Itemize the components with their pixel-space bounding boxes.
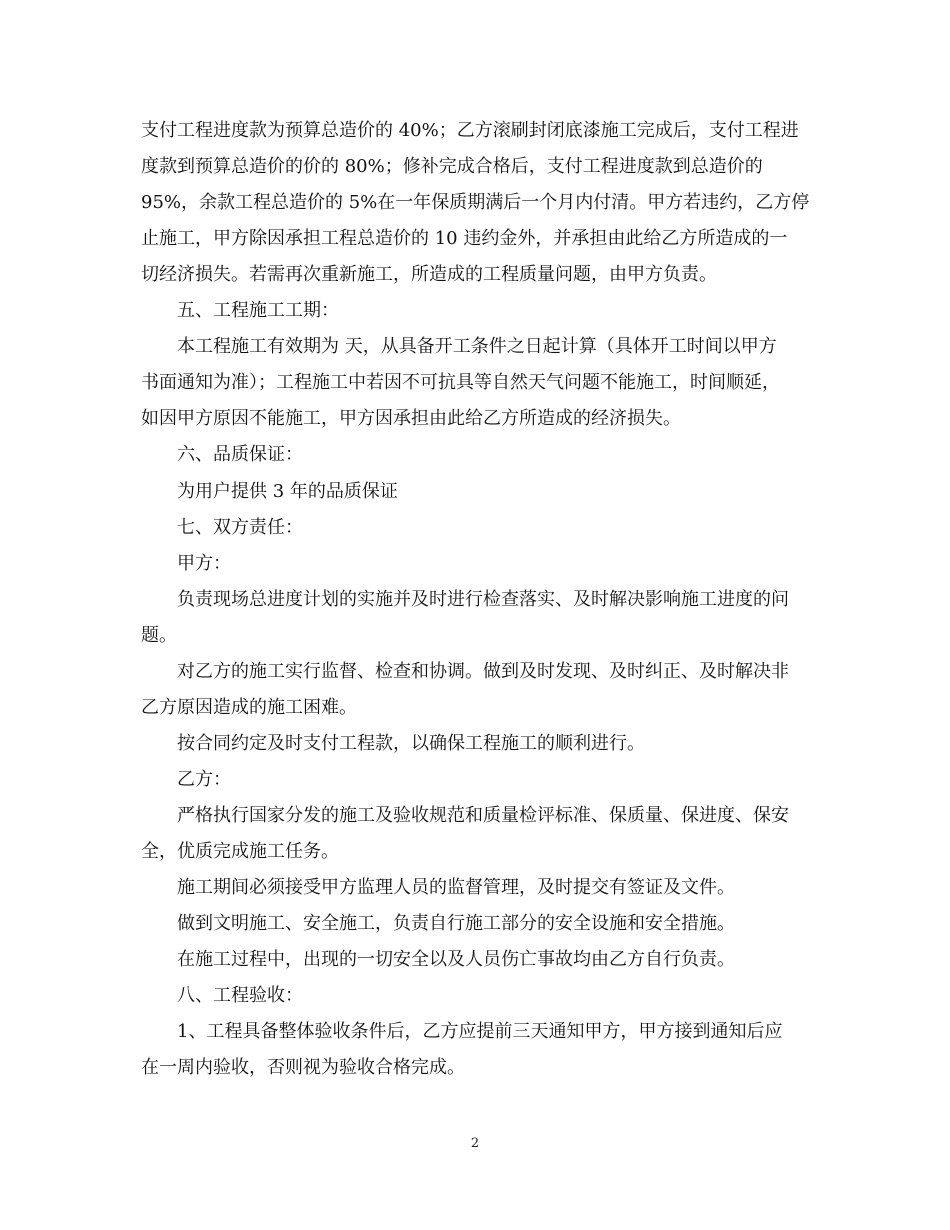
section-heading: 七、双方责任：	[177, 517, 303, 538]
text-line: 度款到预算总造价的价的 80%；修补完成合格后，支付工程进度款到总造价的	[141, 156, 763, 177]
text-line: 做到文明施工、安全施工，负责自行施工部分的安全设施和安全措施。	[177, 913, 735, 934]
text-line: 支付工程进度款为预算总造价的 40%；乙方滚刷封闭底漆施工完成后，支付工程进	[141, 120, 799, 141]
text-line: 本工程施工有效期为 天，从具备开工条件之日起计算（具体开工时间以甲方	[177, 336, 777, 357]
section-heading: 六、品质保证：	[177, 444, 303, 465]
text-line: 切经济损失。若需再次重新施工，所造成的工程质量问题，由甲方负责。	[141, 264, 717, 285]
text-line: 如因甲方原因不能施工，甲方因承担由此给乙方所造成的经济损失。	[141, 408, 681, 429]
text-line: 为用户提供 3 年的品质保证	[177, 481, 398, 502]
page-number: 2	[470, 1136, 480, 1151]
text-line: 题。	[141, 625, 177, 646]
text-line: 书面通知为准）；工程施工中若因不可抗具等自然天气问题不能施工，时间顺延，	[141, 372, 780, 393]
text-line: 对乙方的施工实行监督、检查和协调。做到及时发现、及时纠正、及时解决非	[177, 661, 789, 682]
text-line: 在施工过程中，出现的一切安全以及人员伤亡事故均由乙方自行负责。	[177, 949, 735, 970]
text-line: 1、工程具备整体验收条件后，乙方应提前三天通知甲方，甲方接到通知后应	[177, 1021, 783, 1042]
text-line: 全，优质完成施工任务。	[141, 841, 339, 862]
text-line: 严格执行国家分发的施工及验收规范和质量检评标准、保质量、保进度、保安	[177, 805, 789, 826]
text-line: 95%，余款工程总造价的 5%在一年保质期满后一个月内付清。甲方若违约，乙方停	[141, 192, 810, 213]
section-heading: 五、工程施工工期：	[177, 300, 339, 321]
text-line: 在一周内验收，否则视为验收合格完成。	[141, 1057, 465, 1078]
section-heading: 八、工程验收：	[177, 985, 303, 1006]
text-line: 施工期间必须接受甲方监理人员的监督管理，及时提交有签证及文件。	[177, 877, 735, 898]
text-line: 按合同约定及时支付工程款，以确保工程施工的顺利进行。	[177, 733, 645, 754]
text-line: 负责现场总进度计划的实施并及时进行检查落实、及时解决影响施工进度的问	[177, 589, 789, 610]
text-line: 止施工，甲方除因承担工程总造价的 10 违约金外，并承担由此给乙方所造成的一	[141, 228, 788, 249]
party-label: 甲方：	[177, 553, 231, 574]
party-label: 乙方：	[177, 769, 231, 790]
text-line: 乙方原因造成的施工困难。	[141, 697, 357, 718]
